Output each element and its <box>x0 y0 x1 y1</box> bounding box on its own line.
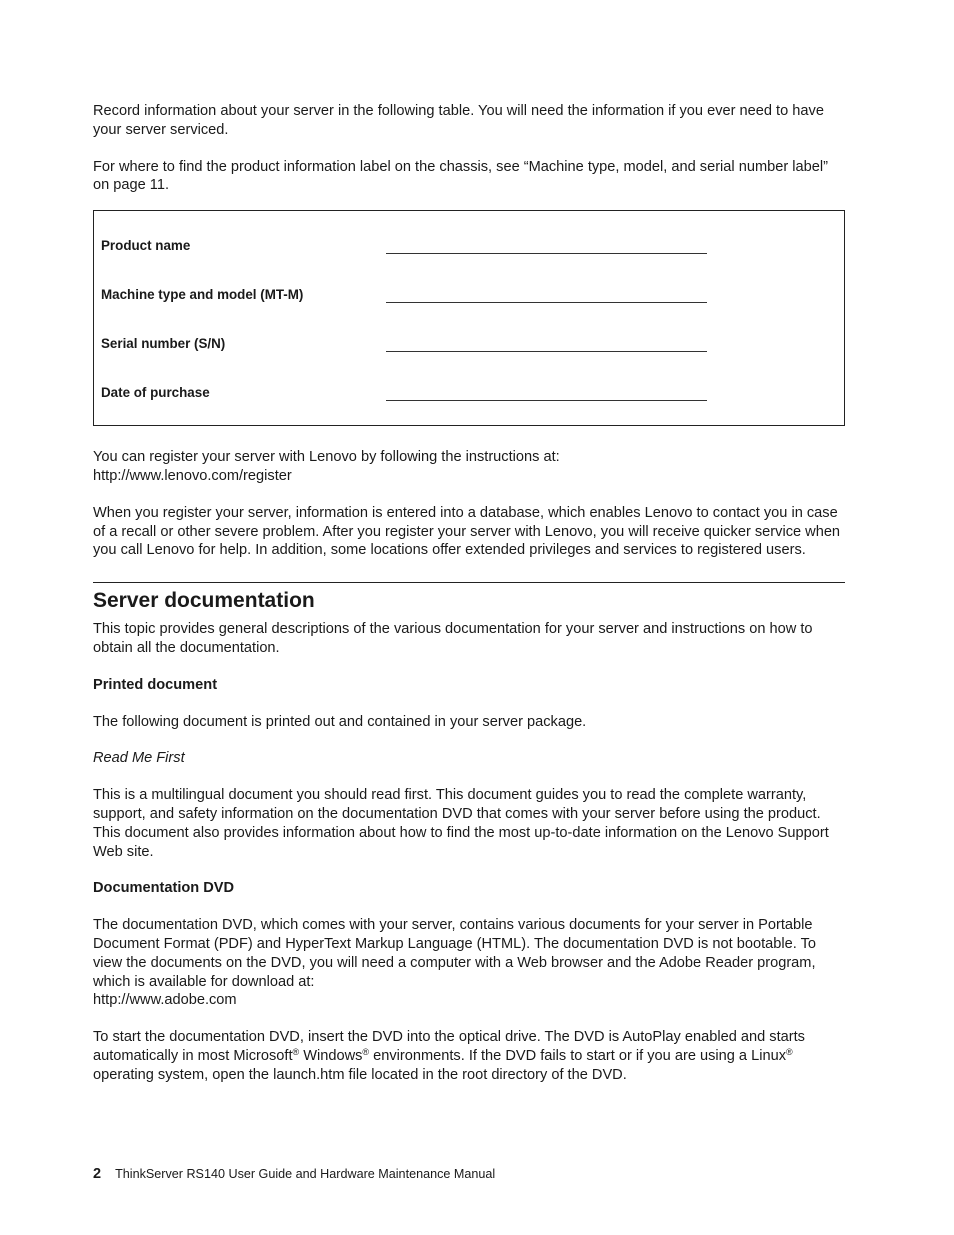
register-text: You can register your server with Lenovo by following the instructions at: <box>93 449 560 466</box>
page-content <box>93 102 845 1085</box>
table-row <box>101 287 844 307</box>
field-label: Serial number (S/N) <box>101 336 226 352</box>
fill-in-line <box>386 400 707 401</box>
field-label: Product name <box>101 238 191 254</box>
server-info-table <box>93 210 845 426</box>
manual-title: ThinkServer RS140 User Guide and Hardware Maintenance Manual <box>115 1167 496 1181</box>
section-divider <box>93 582 845 583</box>
printed-document-heading: Printed document <box>93 676 218 693</box>
page-number: 2 <box>93 1166 102 1182</box>
dvd-start-text: operating system, open the launch.htm file located in the root directory of the DVD. <box>93 1066 627 1083</box>
field-label: Machine type and model (MT-M) <box>101 287 304 303</box>
register-link[interactable]: http://www.lenovo.com/register <box>93 467 292 484</box>
registered-mark: ® <box>292 1046 300 1057</box>
fill-in-line <box>386 351 707 352</box>
table-row <box>101 238 844 258</box>
register-benefits-paragraph: When you register your server, information is entered into a database, which enables Lenovo to contact you in case of a recall or other severe problem. After you register your server with Lenovo, you will receive quicker service when you call Lenovo for help. In addition, some locations offer extended privileges and services to registered users. <box>93 504 841 559</box>
intro-paragraph-2: For where to find the product information label on the chassis, see “Machine type, model, and serial number label” on page 11. <box>93 158 828 194</box>
page-footer <box>93 1166 495 1182</box>
dvd-start-paragraph <box>93 1028 845 1084</box>
dvd-start-text: Windows <box>299 1047 363 1064</box>
section-intro: This topic provides general descriptions of the various documentation for your server and instructions on how to obtain all the documentation. <box>93 621 813 656</box>
printed-document-text: The following document is printed out and contained in your server package. <box>93 713 587 730</box>
dvd-start-text: environments. If the DVD fails to start or if you are using a Linux <box>369 1047 786 1064</box>
intro-paragraph-1: Record information about your server in the following table. You will need the information if you ever need to have your server serviced. <box>93 103 824 138</box>
dvd-text: The documentation DVD, which comes with your server, contains various documents for your server in Portable Document Format (PDF) and HyperText Markup Language (HTML). The documentation DVD is not bootable. To view the documents on the DVD, you will need a computer with a Web browser and the Adobe Reader program, which is available for download at: <box>93 917 816 990</box>
registered-mark: ® <box>786 1046 793 1057</box>
readme-text: This is a multilingual document you should read first. This document guides you to read the complete warranty, support, and safety information on the documentation DVD that comes with your server before using the product. This document also provides information about how to find the most up-to-date information on the Lenovo Support Web site. <box>93 787 829 860</box>
readme-title: Read Me First <box>93 750 185 767</box>
section-title: Server documentation <box>93 589 315 613</box>
adobe-link[interactable]: http://www.adobe.com <box>93 992 237 1009</box>
fill-in-line <box>386 253 707 254</box>
fill-in-line <box>386 302 707 303</box>
table-row <box>101 336 844 356</box>
dvd-paragraph <box>93 916 845 1010</box>
registered-mark: ® <box>362 1046 370 1057</box>
field-label: Date of purchase <box>101 385 210 401</box>
table-row <box>101 385 844 405</box>
documentation-dvd-heading: Documentation DVD <box>93 880 235 897</box>
dvd-start-text: To start the documentation DVD, insert the DVD into the optical drive. The DVD is AutoPlay enabled and starts automatically in most Microsoft <box>93 1029 805 1064</box>
register-paragraph <box>93 448 845 486</box>
